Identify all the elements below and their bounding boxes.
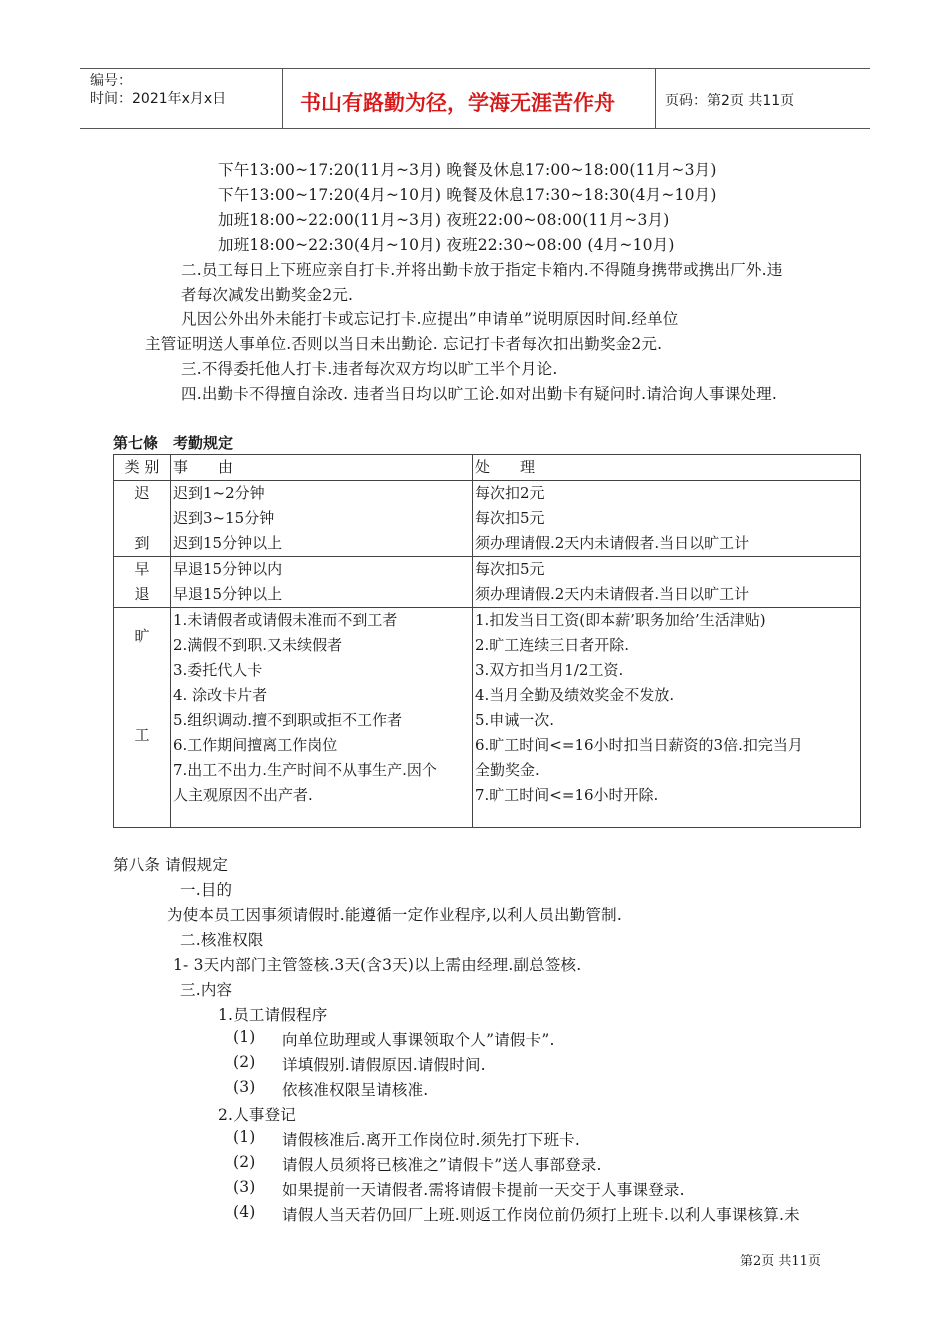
- schedule-line: 加班18:00~22:30(4月~10月) 夜班22:30~08:00 (4月~10月): [218, 236, 675, 254]
- rule-2-line: 凡因公外出外未能打卡或忘记打卡.应提出”申请单”说明原因时间.经单位: [181, 310, 679, 328]
- reason-line: 7.出工不出力.生产时间不从事生产.因个: [173, 761, 437, 779]
- table-row: [114, 608, 861, 828]
- action-line: 5.申诫一次.: [475, 711, 555, 729]
- article-8-title: 第八条 请假规定: [113, 856, 229, 874]
- reason-line: 2.满假不到职.又未续假者: [173, 636, 343, 654]
- list-item-number: (2): [233, 1153, 256, 1171]
- list-item-number: (1): [233, 1028, 256, 1046]
- rule-2-line: 者每次减发出勤奖金2元.: [181, 286, 354, 304]
- category-char: 退: [134, 585, 150, 603]
- action-line: 6.旷工时间<=16小时扣当日薪资的3倍.扣完当月: [475, 736, 803, 754]
- category-char: 早: [134, 560, 150, 578]
- header-divider: [282, 68, 283, 129]
- list-item-text: 请假核准后.离开工作岗位时.须先打下班卡.: [282, 1131, 580, 1149]
- action-line: 须办理请假.2天内未请假者.当日以旷工计: [475, 585, 750, 603]
- list-item-number: (3): [233, 1078, 256, 1096]
- category-char: 旷: [134, 627, 150, 645]
- reason-line: 6.工作期间擅离工作岗位: [173, 736, 338, 754]
- table-row: [114, 557, 861, 608]
- rule-4: 四.出勤卡不得擅自涂改. 违者当日均以旷工论.如对出勤卡有疑问时.请洽询人事课处理.: [181, 385, 777, 403]
- schedule-line: 下午13:00~17:20(4月~10月) 晚餐及休息17:30~18:30(4月~10月): [218, 186, 717, 204]
- reason-line: 5.组织调动.擅不到职或拒不工作者: [173, 711, 403, 729]
- category-char: 工: [134, 726, 150, 744]
- doc-time-label: 时间：2021年x月x日: [90, 91, 227, 107]
- action-line: 4.当月全勤及绩效奖金不发放.: [475, 686, 675, 704]
- action-line: 须办理请假.2天内未请假者.当日以旷工计: [475, 534, 750, 552]
- header-top-rule: [80, 68, 870, 69]
- list-item-text: 向单位助理或人事课领取个人”请假卡”.: [282, 1031, 555, 1049]
- doc-code-label: 编号：: [90, 73, 132, 89]
- action-line: 3.双方扣当月1/2工资.: [475, 661, 624, 679]
- subsection-heading: 2.人事登记: [218, 1106, 296, 1124]
- footer-page-number: 第2页 共11页: [740, 1254, 821, 1269]
- list-item-text: 请假人当天若仍回厂上班.则返工作岗位前仍须打上班卡.以利人事课核算.未: [282, 1206, 800, 1224]
- table-header-row: [114, 455, 861, 481]
- article-7-title: 第七條 考勤规定: [113, 434, 234, 452]
- section-text: 为使本员工因事须请假时.能遵循一定作业程序,以利人员出勤管制.: [167, 906, 622, 924]
- action-line: 每次扣2元: [475, 484, 545, 502]
- header-divider: [655, 68, 656, 129]
- header-category: 类 别: [114, 455, 171, 481]
- schedule-line: 加班18:00~22:00(11月~3月) 夜班22:00~08:00(11月~3月): [218, 211, 670, 229]
- list-item-number: (3): [233, 1178, 256, 1196]
- category-char: 到: [134, 534, 150, 552]
- action-cell: [473, 557, 861, 608]
- list-item-text: 如果提前一天请假者.需将请假卡提前一天交于人事课登录.: [282, 1181, 685, 1199]
- reason-cell: [171, 557, 473, 608]
- reason-line: 早退15分钟以上: [173, 585, 283, 603]
- action-line: 2.旷工连续三日者开除.: [475, 636, 630, 654]
- reason-line: 迟到15分钟以上: [173, 534, 283, 552]
- action-line: 1.扣发当日工资(即本薪’职务加给’生活津贴): [475, 611, 766, 629]
- category-absent: [114, 608, 171, 828]
- header-reason: 事 由: [171, 455, 473, 481]
- reason-line: 早退15分钟以内: [173, 560, 283, 578]
- list-item-number: (1): [233, 1128, 256, 1146]
- header-action: 处 理: [473, 455, 861, 481]
- list-item-text: 详填假别.请假原因.请假时间.: [282, 1056, 486, 1074]
- action-line: 全勤奖金.: [475, 761, 540, 779]
- subsection-heading: 1.员工请假程序: [218, 1006, 328, 1024]
- table-row: [114, 481, 861, 557]
- reason-line: 1.未请假者或请假未准而不到工者: [173, 611, 398, 629]
- rule-2-line: 二.员工每日上下班应亲自打卡.并将出勤卡放于指定卡箱内.不得随身携带或携出厂外.违: [181, 261, 783, 279]
- reason-line: 3.委托代人卡: [173, 661, 263, 679]
- header-motto: 书山有路勤为径，学海无涯苦作舟: [300, 91, 615, 115]
- rule-2-line: 主管证明送人事单位.否则以当日未出勤论. 忘记打卡者每次扣出勤奖金2元.: [145, 335, 663, 353]
- category-early-leave: [114, 557, 171, 608]
- reason-line: 4. 涂改卡片者: [173, 686, 268, 704]
- reason-line: 迟到1~2分钟: [173, 484, 265, 502]
- reason-line: 迟到3~15分钟: [173, 509, 275, 527]
- action-cell: [473, 481, 861, 557]
- reason-line: 人主观原因不出产者.: [173, 786, 313, 804]
- section-text: 1- 3天内部门主管签核.3天(含3天)以上需由经理.副总签核.: [173, 956, 582, 974]
- category-late: [114, 481, 171, 557]
- reason-cell: [171, 481, 473, 557]
- action-line: 7.旷工时间<=16小时开除.: [475, 786, 659, 804]
- attendance-table: [113, 454, 861, 828]
- header-bottom-rule: [80, 128, 870, 129]
- header-page-label: 页码：第2页 共11页: [665, 93, 795, 109]
- schedule-line: 下午13:00~17:20(11月~3月) 晚餐及休息17:00~18:00(11月~3月): [218, 161, 717, 179]
- list-item-number: (4): [233, 1203, 256, 1221]
- section-heading: 一.目的: [180, 881, 233, 899]
- category-char: 迟: [134, 484, 150, 502]
- action-line: 每次扣5元: [475, 560, 545, 578]
- action-cell: [473, 608, 861, 828]
- section-heading: 二.核准权限: [180, 931, 264, 949]
- list-item-text: 依核准权限呈请核准.: [282, 1081, 429, 1099]
- list-item-number: (2): [233, 1053, 256, 1071]
- rule-3: 三.不得委托他人打卡.违者每次双方均以旷工半个月论.: [181, 360, 558, 378]
- section-heading: 三.内容: [180, 981, 233, 999]
- list-item-text: 请假人员须将已核准之”请假卡”送人事部登录.: [282, 1156, 602, 1174]
- action-line: 每次扣5元: [475, 509, 545, 527]
- reason-cell: [171, 608, 473, 828]
